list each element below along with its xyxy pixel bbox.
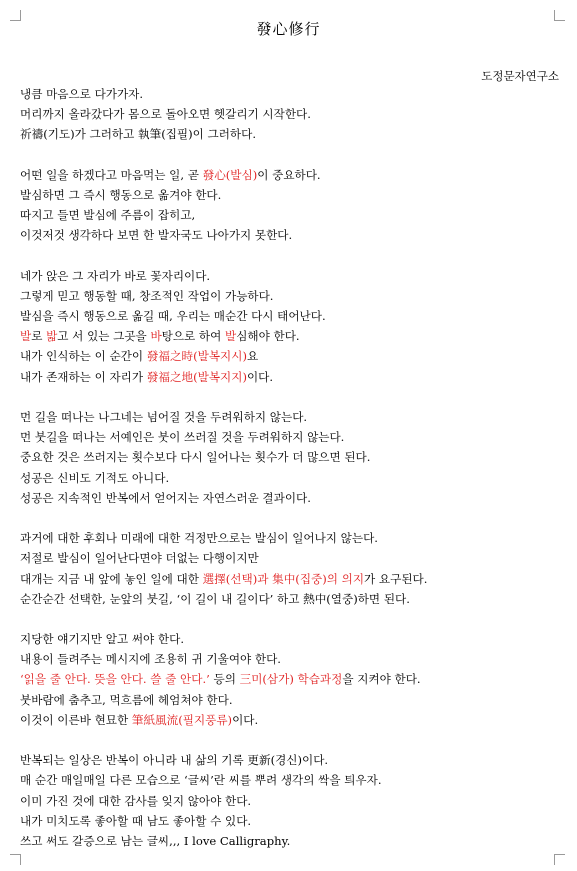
line-text: 발심하면 그 즉시 행동으로 옮겨야 한다.: [20, 187, 222, 202]
text-line: [20, 528, 560, 548]
text-line: [20, 286, 560, 306]
paragraph: [20, 165, 560, 246]
page-corner-mark: [554, 854, 565, 865]
paragraph-spacer: [20, 387, 560, 407]
text-line: [20, 669, 560, 689]
highlighted-text: 發福之時(발복지시): [146, 349, 247, 364]
highlighted-text: 발: [20, 329, 32, 344]
highlighted-text: 發福之地(발복지지): [146, 369, 247, 384]
line-text: 대개는 지금 내 앞에 놓인 일에 대한: [20, 571, 203, 586]
text-line: [20, 124, 560, 144]
highlighted-text: ‘읽을 줄 안다. 뜻을 안다. 쓸 줄 안다.’: [20, 672, 210, 687]
line-text: 이것저것 생각하다 보면 한 발자국도 나아가지 못한다.: [20, 228, 293, 243]
line-text: 과거에 대한 후회나 미래에 대한 걱정만으로는 발심이 일어나지 않는다.: [20, 531, 378, 546]
page-corner-mark: [10, 854, 21, 865]
text-line: [20, 750, 560, 770]
line-text: 祈禱(기도)가 그러하고 執筆(집필)이 그러하다.: [20, 127, 257, 142]
line-text: 반복되는 일상은 반복이 아니라 내 삶의 기록 更新(경신)이다.: [20, 753, 329, 768]
highlighted-text: 바: [150, 329, 162, 344]
line-text: 이 중요하다.: [257, 167, 321, 182]
text-line: [20, 306, 560, 326]
line-text: 그렇게 믿고 행동할 때, 창조적인 작업이 가능하다.: [20, 288, 274, 303]
text-line: [20, 569, 560, 589]
line-text: 등의: [209, 672, 240, 687]
paragraph-spacer: [20, 246, 560, 266]
line-text: 매 순간 매일매일 다른 모습으로 ‘글씨’란 씨를 뿌려 생각의 싹을 틔우자.: [20, 773, 382, 788]
line-text: 순간순간 선택한, 눈앞의 붓길, ‘이 길이 내 길이다’ 하고 熱中(열중)하면 된다.: [20, 591, 410, 606]
highlighted-text: 三미(삼가) 학습과정: [239, 672, 343, 687]
paragraph: [20, 84, 560, 145]
paragraph-spacer: [20, 609, 560, 629]
text-line: [20, 225, 560, 245]
text-line: [20, 427, 560, 447]
line-text: 네가 앉은 그 자리가 바로 꽃자리이다.: [20, 268, 211, 283]
paragraph: [20, 750, 560, 851]
highlighted-text: 밟: [46, 329, 58, 344]
text-line: [20, 367, 560, 387]
text-line: [20, 690, 560, 710]
line-text: 냉큼 마음으로 다가가자.: [20, 87, 144, 101]
line-text: 고 서 있는 그곳을: [57, 329, 151, 344]
line-text: 머리까지 올라갔다가 몸으로 돌아오면 헷갈리기 시작한다.: [20, 107, 311, 122]
text-line: [20, 488, 560, 508]
text-line: [20, 710, 560, 730]
highlighted-text: 選擇(선택)과 集中(집중)의 의지: [202, 571, 365, 586]
text-line: [20, 185, 560, 205]
line-text: 심해야 한다.: [236, 329, 300, 344]
text-line: [20, 84, 560, 104]
line-text: 이다.: [232, 712, 259, 727]
line-text: 저절로 발심이 일어난다면야 더없는 다행이지만: [20, 551, 259, 566]
paragraph-spacer: [20, 145, 560, 165]
text-line: [20, 811, 560, 831]
text-line: [20, 770, 560, 790]
line-text: 발심을 즉시 행동으로 옮길 때, 우리는 매순간 다시 태어난다.: [20, 309, 326, 324]
document-body: [20, 84, 560, 851]
line-text: 먼 붓길을 떠나는 서예인은 붓이 쓰러질 것을 두려워하지 않는다.: [20, 430, 345, 445]
line-text: 중요한 것은 쓰러지는 횟수보다 다시 일어나는 횟수가 더 많으면 된다.: [20, 450, 371, 465]
text-line: [20, 266, 560, 286]
highlighted-text: 發心(발심): [202, 167, 258, 182]
line-text: 성공은 신비도 기적도 아니다.: [20, 470, 170, 485]
line-text: 지당한 얘기지만 알고 써야 한다.: [20, 632, 185, 647]
text-line: [20, 407, 560, 427]
line-text: 가 요구된다.: [364, 571, 428, 586]
highlighted-text: 발: [225, 329, 237, 344]
line-text: 쓰고 써도 갈증으로 남는 글씨,,, I love Calligraphy.: [20, 833, 291, 848]
text-line: [20, 649, 560, 669]
line-text: 을 지켜야 한다.: [342, 672, 421, 687]
line-text: 내가 존재하는 이 자리가: [20, 369, 147, 384]
line-text: 이다.: [246, 369, 274, 384]
line-text: 먼 길을 떠나는 나그네는 넘어질 것을 두려워하지 않는다.: [20, 410, 308, 424]
line-text: 요: [246, 349, 259, 364]
text-line: [20, 548, 560, 568]
line-text: 내가 인식하는 이 순간이: [20, 349, 147, 364]
line-text: 성공은 지속적인 반복에서 얻어지는 자연스러운 결과이다.: [20, 490, 311, 505]
paragraph: [20, 528, 560, 609]
line-text: 이미 가진 것에 대한 감사를 잊지 않아야 한다.: [20, 793, 252, 808]
text-line: [20, 326, 560, 346]
text-line: [20, 165, 560, 185]
text-line: [20, 447, 560, 467]
line-text: 이것이 이른바 현묘한: [20, 712, 132, 727]
text-line: [20, 629, 560, 649]
line-text: 내가 미치도록 좋아할 때 남도 좋아할 수 있다.: [20, 813, 252, 828]
paragraph-spacer: [20, 730, 560, 750]
line-text: 탕으로 하여: [161, 329, 226, 344]
document-title: 發心修行: [256, 20, 321, 38]
text-line: [20, 346, 560, 366]
line-text: 따지고 들면 발심에 주름이 잡히고,: [20, 208, 196, 223]
paragraph: [20, 266, 560, 387]
line-text: 어떤 일을 하겠다고 마음먹는 일, 곧: [20, 167, 203, 182]
paragraph: [20, 629, 560, 730]
text-line: [20, 791, 560, 811]
highlighted-text: 筆紙風流(필지풍류): [131, 712, 233, 727]
line-text: 내용이 들려주는 메시지에 조용히 귀 기울여야 한다.: [20, 652, 281, 667]
line-text: 붓바람에 춤추고, 먹흐름에 헤엄쳐야 한다.: [20, 692, 233, 707]
text-line: [20, 468, 560, 488]
text-line: [20, 104, 560, 124]
paragraph: [20, 407, 560, 508]
text-line: [20, 205, 560, 225]
text-line: [20, 831, 560, 851]
line-text: 로: [31, 329, 47, 344]
document-author: 도정문자연구소: [481, 69, 559, 83]
paragraph-spacer: [20, 508, 560, 528]
text-line: [20, 589, 560, 609]
